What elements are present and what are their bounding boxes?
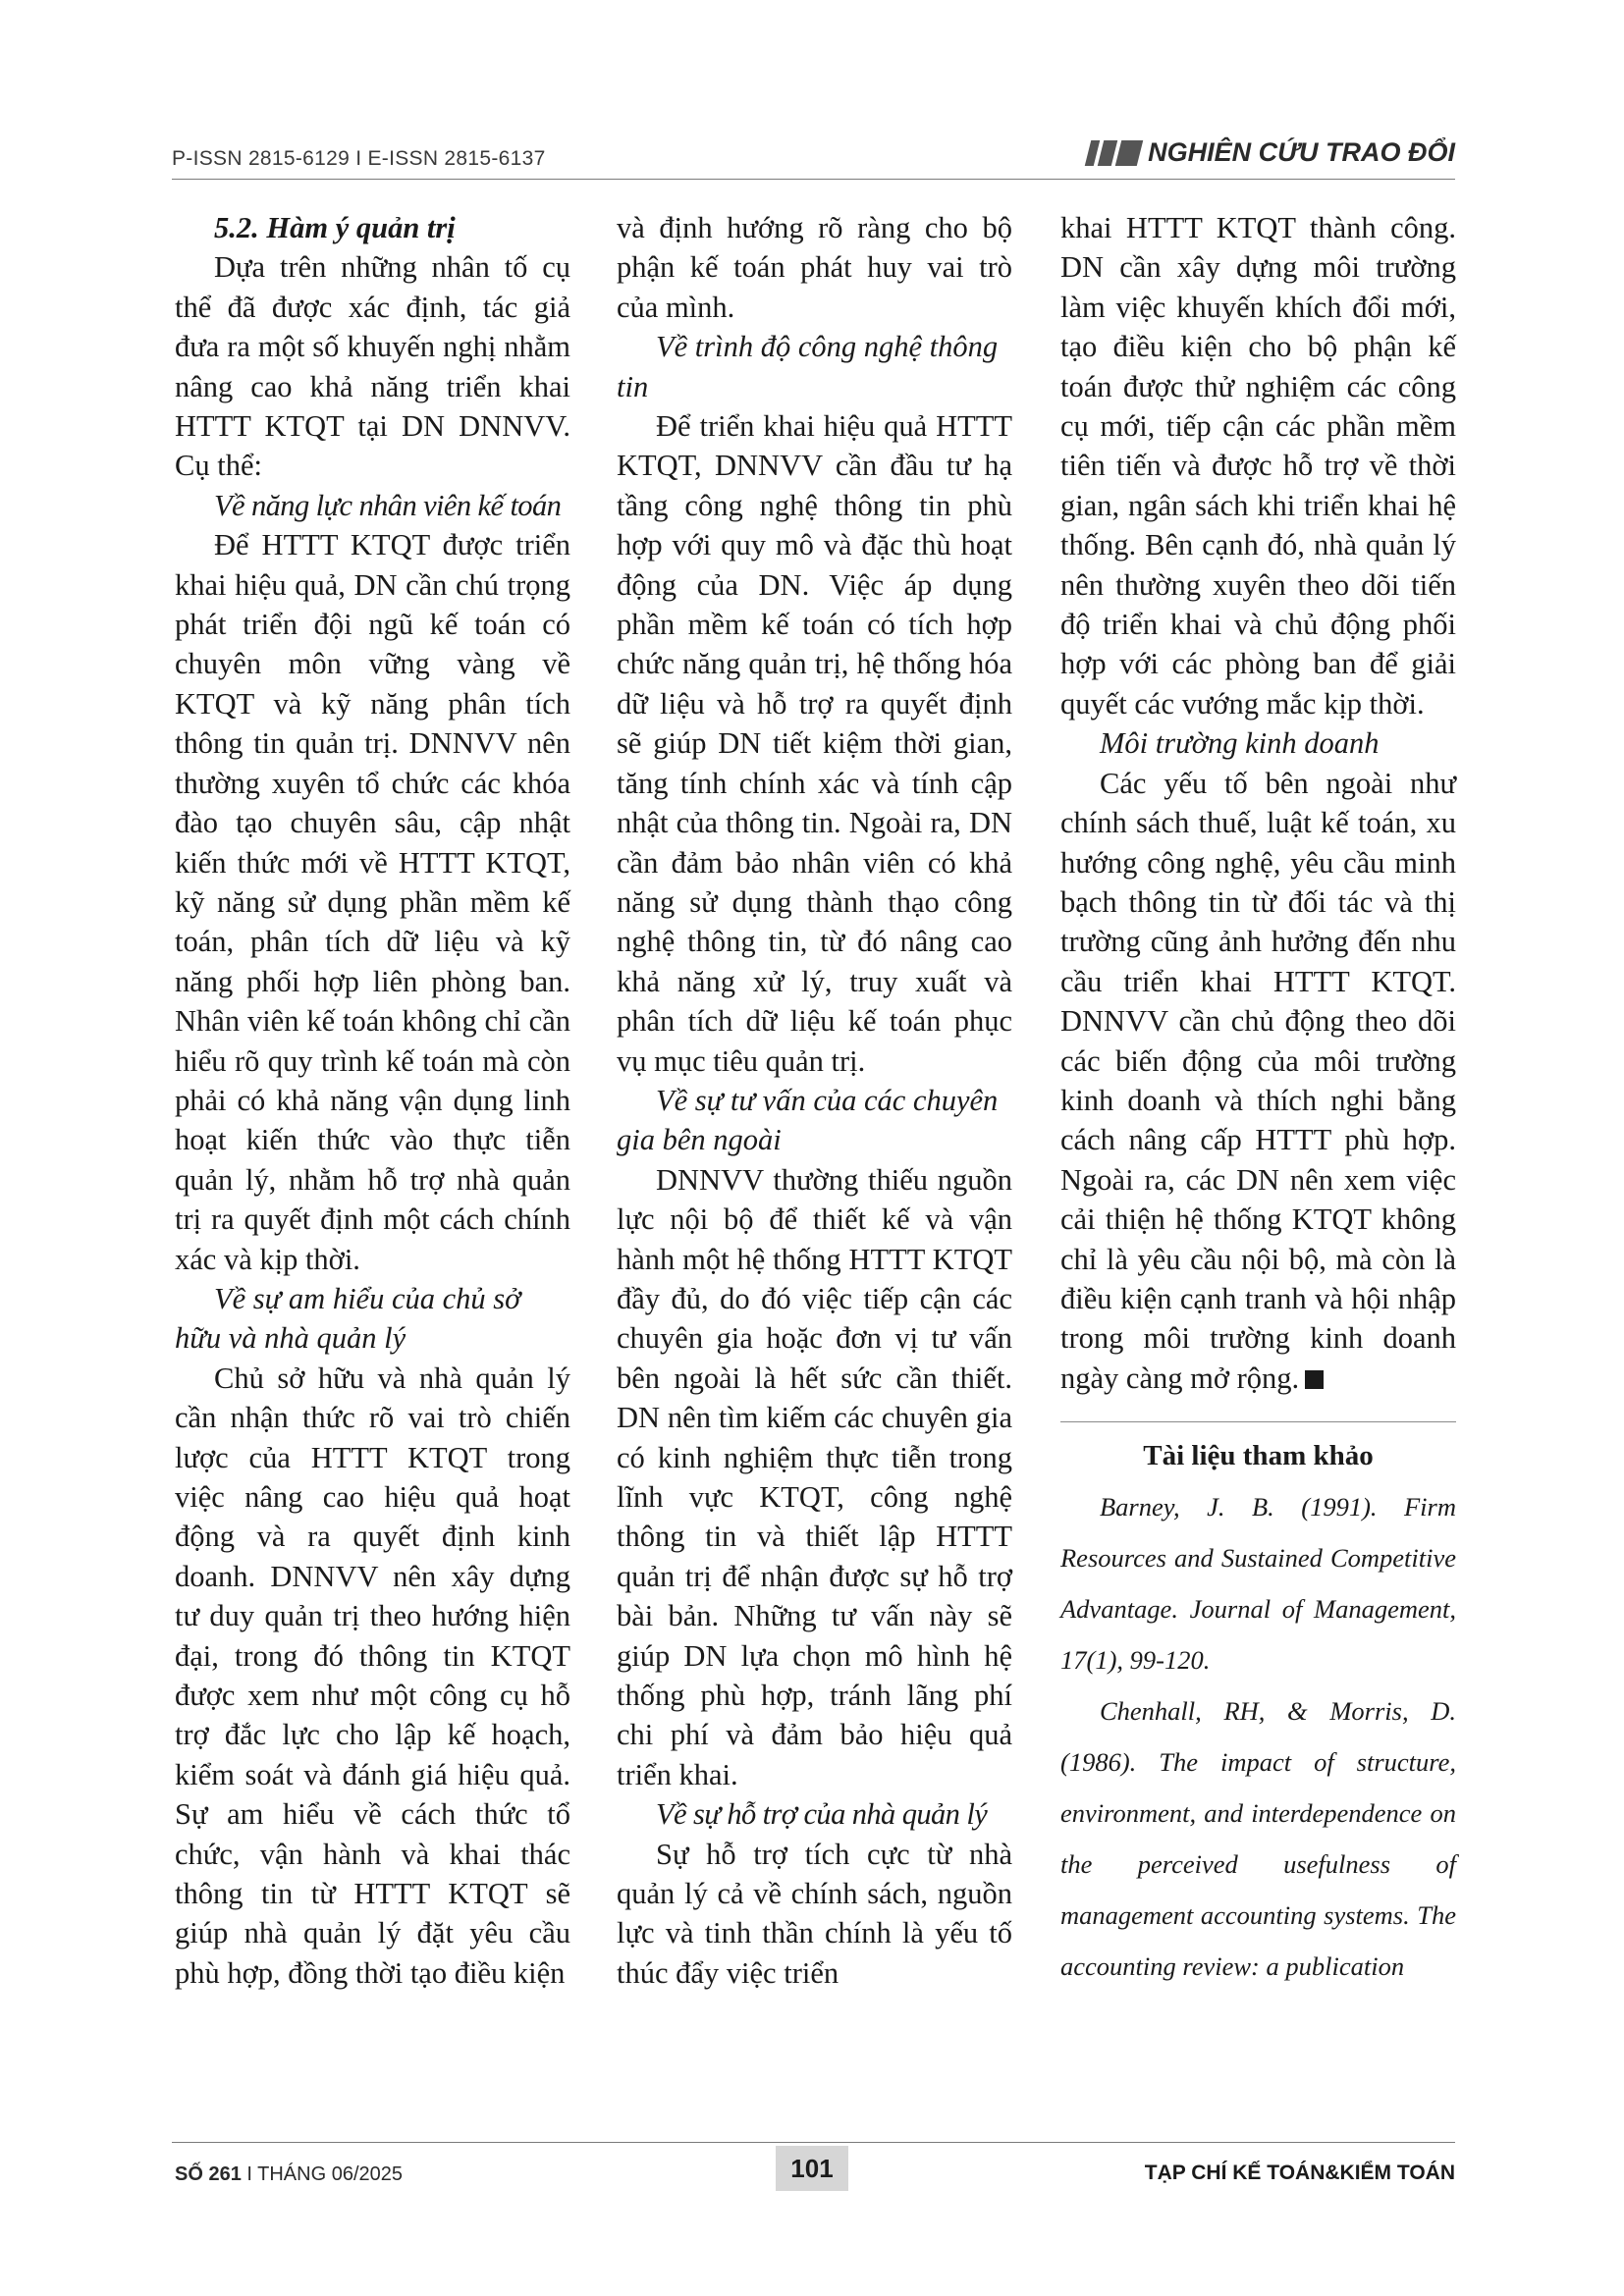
header-issn: P-ISSN 2815-6129 I E-ISSN 2815-6137 [172,147,546,170]
paragraph: DNNVV thường thiếu nguồn lực nội bộ để thiết kế và vận hành một hệ thống HTTT KTQT đầy đủ, do đó việc tiếp cận các chuyên gia hoặc đơn vị tư vấn bên ngoài là hết sức cần thiết. DN nên tìm kiếm các chuyên gia có kinh nghiệm thực tiễn trong lĩnh vực KTQT, công nghệ thông tin và thiết lập HTTT quản trị để nhận được sự hỗ trợ bài bản. Những tư vấn này sẽ giúp DN lựa chọn mô hình hệ thống phù hợp, tránh lãng phí chi phí và đảm bảo hiệu quả triển khai. [617,1162,1012,1791]
paragraph: Chủ sở hữu và nhà quản lý cần nhận thức rõ vai trò chiến lược của HTTT KTQT trong việc nâng cao hiệu quả hoạt động và ra quyết định kinh doanh. DNNVV nên xây dựng tư duy quản trị theo hướng hiện đại, trong đó thông tin KTQT được xem như một công cụ hỗ trợ đắc lực cho lập kế hoạch, kiểm soát và đánh giá hiệu quả. Sự am hiểu về cách thức tổ chức, vận hành và khai thác thông tin từ HTTT KTQT sẽ giúp nhà quản lý đặt yêu cầu phù hợp, đồng thời tạo điều kiện [175,1361,570,1990]
references-rule [1060,1421,1456,1422]
issue-date: I THÁNG 06/2025 [246,2163,403,2185]
section-bars-decoration [1088,140,1140,166]
header-section [1088,137,1455,168]
column-3 [1060,208,1456,1992]
page-number: 101 [776,2146,848,2191]
subheading-owner-understanding: Về sự am hiểu của chủ sở hữu và nhà quản lý [175,1281,521,1356]
paragraph: Để triển khai hiệu quả HTTT KTQT, DNNVV cần đầu tư hạ tầng công nghệ thông tin phù hợp với quy mô và đặc thù hoạt động của DN. Việc áp dụng phần mềm kế toán có tích hợp chức năng quản trị, hệ thống hóa dữ liệu và hỗ trợ ra quyết định sẽ giúp DN tiết kiệm thời gian, tăng tính chính xác và tính cập nhật của thông tin. Ngoài ra, DN cần đảm bảo nhân viên có khả năng sử dụng thành thạo công nghệ thông tin, từ đó nâng cao khả năng xử lý, truy xuất và phân tích dữ liệu kế toán phục vụ mục tiêu quản trị. [617,409,1012,1078]
subheading-external-consulting: Về sự tư vấn của các chuyên gia bên ngoài [617,1083,999,1157]
column-2 [617,208,1012,1993]
paragraph: khai HTTT KTQT thành công. DN cần xây dựng môi trường làm việc khuyến khích đổi mới, tạo điều kiện cho bộ phận kế toán được thử nghiệm các công cụ mới, tiếp cận các phần mềm tiên tiến và được hỗ trợ về thời gian, ngân sách khi triển khai hệ thống. Bên cạnh đó, nhà quản lý nên thường xuyên theo dõi tiến độ triển khai và chủ động phối hợp với các phòng ban để giải quyết các vướng mắc kịp thời. [1060,211,1456,721]
paragraph-final [1060,764,1456,1399]
paragraph: và định hướng rõ ràng cho bộ phận kế toán phát huy vai trò của mình. [617,211,1012,324]
footer-journal: TẠP CHÍ KẾ TOÁN&KIỂM TOÁN [1144,2162,1455,2184]
subheading-business-environment: Môi trường kinh doanh [1100,726,1380,761]
column-1 [175,208,570,1993]
subheading-manager-support: Về sự hỗ trợ của nhà quản lý [656,1797,988,1832]
paragraph: Dựa trên những nhân tố cụ thể đã được xác định, tác giả đưa ra một số khuyến nghị nhằm nâng cao khả năng triển khai HTTT KTQT tại DN DNNVV. Cụ thể: [175,250,570,483]
issue-label: SỐ 261 [175,2163,242,2185]
header-rule [172,179,1455,180]
footer-rule [172,2142,1455,2143]
subheading-it-level: Về trình độ công nghệ thông tin [617,330,999,403]
paragraph: Sự hỗ trợ tích cực từ nhà quản lý cả về chính sách, nguồn lực và tinh thần chính là yếu tố thúc đẩy việc triển [617,1837,1012,1990]
subheading-accountant-capacity: Về năng lực nhân viên kế toán [214,488,562,522]
paragraph-final-text: Các yếu tố bên ngoài như chính sách thuế, luật kế toán, xu hướng công nghệ, yêu cầu minh bạch thông tin từ đối tác và thị trường cũng ảnh hưởng đến nhu cầu triển khai HTTT KTQT. DNNVV cần chủ động theo dõi các biến động của môi trường kinh doanh và thích nghi bằng cách nâng cấp HTTT phù hợp. Ngoài ra, các DN nên xem việc cải thiện hệ thống KTQT không chỉ là yêu cầu nội bộ, mà còn là điều kiện cạnh tranh và hội nhập trong môi trường kinh doanh ngày càng mở rộng. [1060,766,1456,1395]
reference-item: Chenhall, RH, & Morris, D. (1986). The impact of structure, environment, and interdependence on the perceived usefulness of management accounting systems. The accounting review: a publication [1060,1696,1456,1982]
end-of-article-mark [1305,1370,1324,1389]
section-heading: 5.2. Hàm ý quản trị [214,211,456,244]
footer-issue [175,2163,403,2186]
section-title: NGHIÊN CỨU TRAO ĐỔI [1148,137,1455,167]
paragraph: Để HTTT KTQT được triển khai hiệu quả, DN cần chú trọng phát triển đội ngũ kế toán có chuyên môn vững vàng về KTQT và kỹ năng phân tích thông tin quản trị. DNNVV nên thường xuyên tổ chức các khóa đào tạo chuyên sâu, cập nhật kiến thức mới về HTTT KTQT, kỹ năng sử dụng phần mềm kế toán, phân tích dữ liệu và kỹ năng phối hợp liên phòng ban. Nhân viên kế toán không chỉ cần hiểu rõ quy trình kế toán mà còn phải có khả năng vận dụng linh hoạt kiến thức vào thực tiễn quản lý, nhằm hỗ trợ nhà quản trị ra quyết định một cách chính xác và kịp thời. [175,528,570,1276]
reference-item: Barney, J. B. (1991). Firm Resources and Sustained Competitive Advantage. Journal of Management, 17(1), 99-120. [1060,1492,1456,1676]
references-title: Tài liệu tham khảo [1143,1440,1374,1472]
